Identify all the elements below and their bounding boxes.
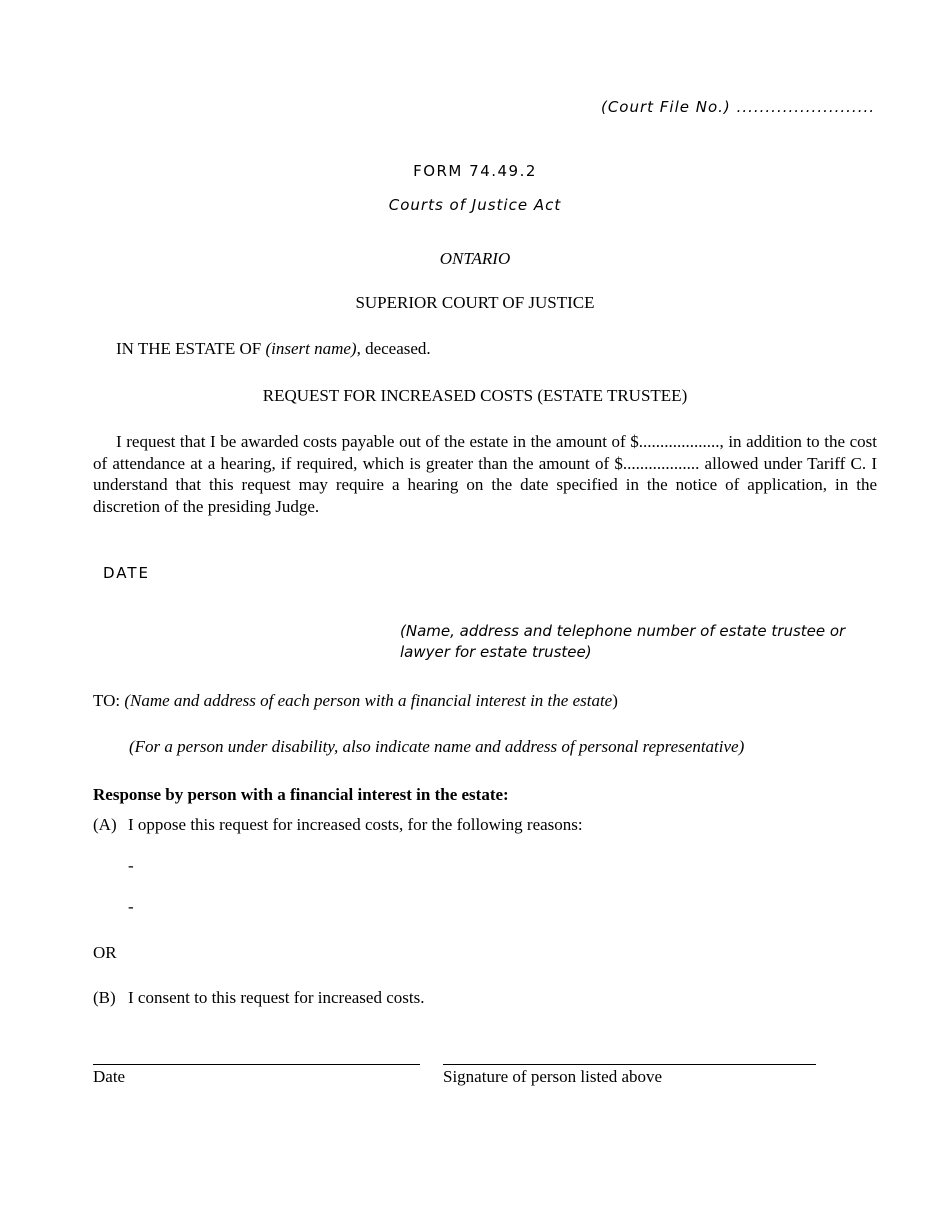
request-title: REQUEST FOR INCREASED COSTS (ESTATE TRUSTEE)	[262, 386, 688, 405]
request-paragraph: I request that I be awarded costs payable out of the estate in the amount of $..................., in addition to the cost of attendance at a hearing, if required, which is greater than the amount of $.................. allowed under Tariff C. I understand that this request may require a hearing on the date specified in the notice of application, in the discretion of the presiding Judge.	[93, 432, 877, 516]
signature-line[interactable]	[443, 1064, 816, 1065]
estate-line	[116, 339, 431, 359]
option-a	[93, 815, 583, 835]
trustee-info-line-2: lawyer for estate trustee)	[400, 643, 592, 661]
option-a-text: I oppose this request for increased costs, for the following reasons:	[128, 815, 583, 834]
date-label: DATE	[103, 564, 151, 582]
to-recipients: (Name and address of each person with a financial interest in the estate	[124, 691, 613, 710]
signature-field-label: Signature of person listed above	[443, 1067, 663, 1086]
province-name: ONTARIO	[439, 249, 511, 268]
to-label: TO:	[93, 691, 121, 710]
to-close-paren: )	[612, 691, 618, 710]
option-b-text: I consent to this request for increased costs.	[128, 988, 425, 1007]
date-signature-line[interactable]	[93, 1064, 420, 1065]
or-label: OR	[93, 943, 117, 962]
estate-prefix: IN THE ESTATE OF	[116, 339, 262, 358]
to-line	[93, 691, 618, 711]
court-file-blank: ........................	[736, 98, 875, 116]
trustee-info-line-1: (Name, address and telephone number of estate trustee or	[400, 622, 846, 640]
date-field-label: Date	[93, 1067, 126, 1086]
option-b	[93, 988, 424, 1008]
form-number: FORM 74.49.2	[413, 162, 537, 180]
option-b-label: (B)	[93, 988, 116, 1007]
court-file-label: (Court File No.)	[600, 98, 731, 116]
reason-dash-2: -	[128, 897, 134, 916]
estate-name-placeholder: (insert name)	[265, 339, 357, 358]
court-file-number	[601, 98, 875, 116]
response-heading: Response by person with a financial interest in the estate:	[93, 785, 509, 804]
trustee-info	[400, 621, 850, 663]
reason-dash-1: -	[128, 856, 134, 875]
act-name: Courts of Justice Act	[388, 196, 562, 214]
court-name: SUPERIOR COURT OF JUSTICE	[355, 293, 595, 312]
disability-note: (For a person under disability, also indicate name and address of personal representative)	[129, 737, 745, 756]
option-a-label: (A)	[93, 815, 117, 834]
estate-suffix: , deceased.	[356, 339, 431, 358]
